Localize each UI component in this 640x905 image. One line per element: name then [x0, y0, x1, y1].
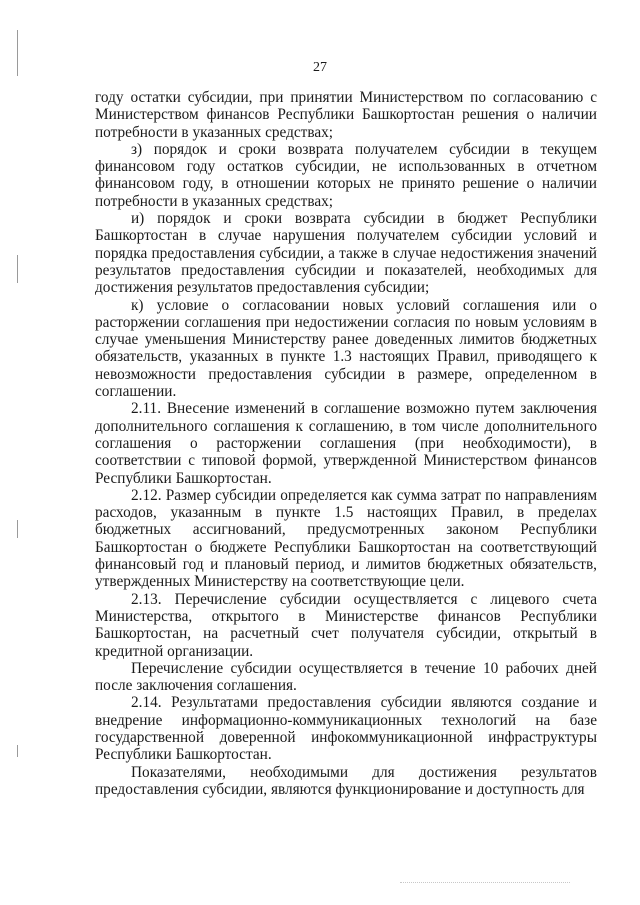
paragraph: к) условие о согласовании новых условий соглашения или о расторжении соглашения при недостижении согласия по новым условиям в случае уменьшения Министерству ранее доведенных лимитов бюджетных обязательств, указанных в пункте 1.3 настоящих Правил, приводящего к невозможности предоставления субсидии в размере, определенном в соглашении.: [95, 296, 597, 401]
page-number: 27: [313, 60, 327, 75]
paragraph: 2.11. Внесение изменений в соглашение возможно путем заключения дополнительного соглашения к соглашению, в том числе дополнительного соглашения о расторжении соглашения (при необходимости), в соответствии с типовой формой, утвержденной Министерством финансов Республики Башкортостан.: [95, 400, 597, 487]
paragraph: Показателями, необходимыми для достижения результатов предоставления субсидии, являются функционирование и доступность для: [95, 763, 597, 798]
paragraph: 2.14. Результатами предоставления субсидии являются создание и внедрение информационно-коммуникационных технологий на базе государственной доверенной инфокоммуникационной инфраструктуры Республики Башкортостан.: [95, 694, 597, 764]
paragraph: и) порядок и сроки возврата субсидии в бюджет Республики Башкортостан в случае нарушения получателем субсидии условий и порядка предоставления субсидии, а также в случае недостижения значений результатов предоставления субсидии и показателей, необходимых для достижения результатов предоставления субсидии;: [95, 210, 597, 297]
paragraph: году остатки субсидии, при принятии Министерством по согласованию с Министерством финансов Республики Башкортостан решения о наличии потребности в указанных средствах;: [95, 89, 597, 141]
paragraph: Перечисление субсидии осуществляется в течение 10 рабочих дней после заключения соглашения.: [95, 659, 597, 695]
paragraph: 2.12. Размер субсидии определяется как сумма затрат по направлениям расходов, указанным в пункте 1.5 настоящих Правил, в пределах бюджетных ассигнований, предусмотренных законом Республики Башкортостан о бюджете Республики Башкортостан на соответствующий финансовый год и плановый период, и лимитов бюджетных обязательств, утвержденных Министерству на соответствующие цели.: [95, 486, 597, 591]
scan-margin-line: [17, 520, 18, 538]
scan-margin-line: [17, 745, 18, 757]
paragraph: 2.13. Перечисление субсидии осуществляется с лицевого счета Министерства, открытого в Министерстве финансов Республики Башкортостан, на расчетный счет получателя субсидии, открытый в кредитной организации.: [95, 590, 597, 660]
scan-artifact: [400, 882, 570, 884]
paragraph: з) порядок и сроки возврата получателем субсидии в текущем финансовом году остатков субсидии, не использованных в отчетном финансовом году, в отношении которых не принято решение о наличии потребности в указанных средствах;: [95, 140, 597, 210]
document-body: [95, 89, 597, 798]
scan-margin-line: [17, 255, 18, 283]
